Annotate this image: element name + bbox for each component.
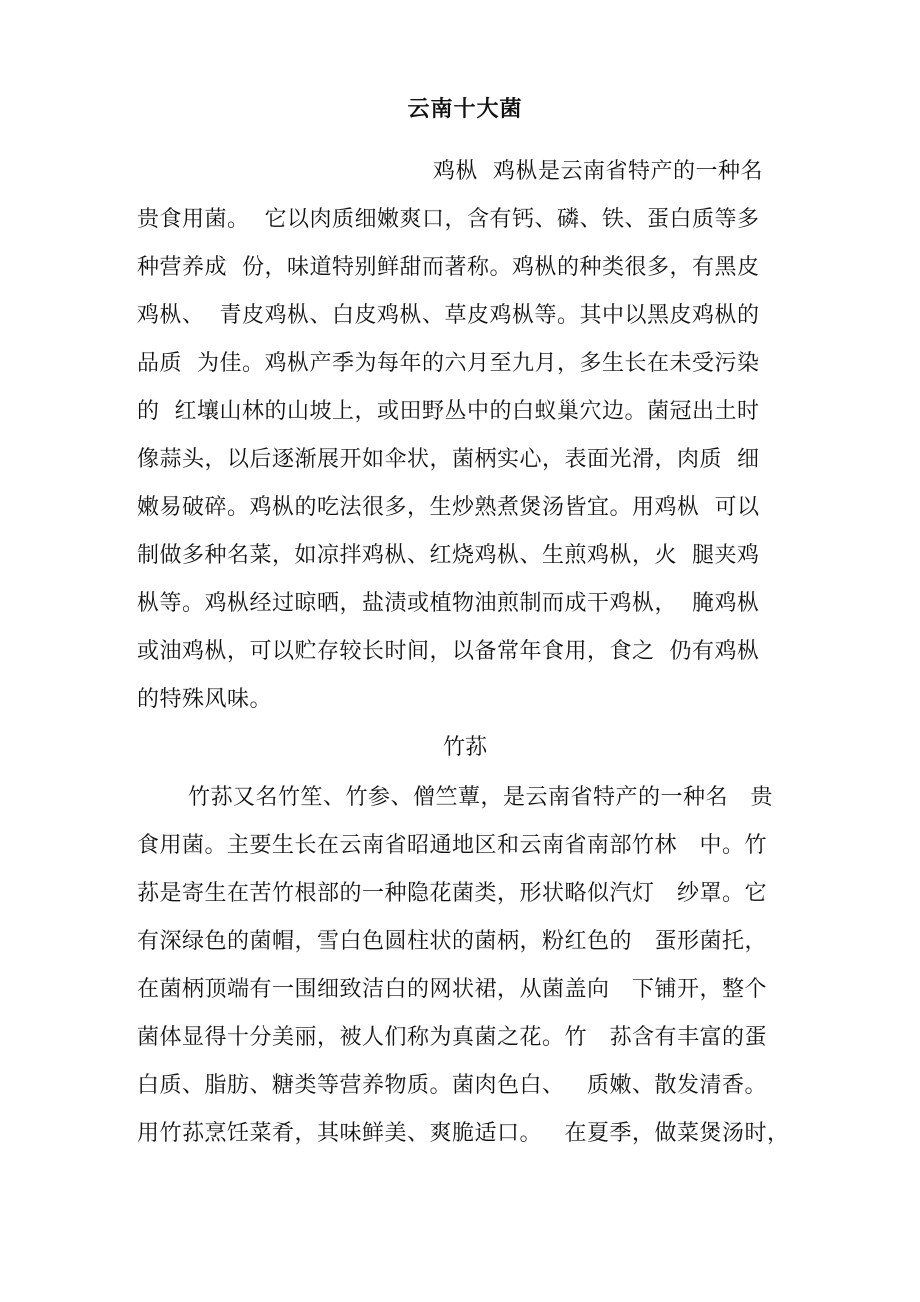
paragraph-line: 竹荪又名竹笙、竹参、僧竺蕈，是云南省特产的一种名 贵 [188, 785, 773, 810]
paragraph-line: 贵食用菌。 它以肉质细嫩爽口，含有钙、磷、铁、蛋白质等多 [137, 207, 760, 232]
paragraph-line: 鸡枞 鸡枞是云南省特产的一种名 [433, 159, 763, 184]
document-title: 云南十大菌 [407, 97, 523, 122]
paragraph-line: 用竹荪烹饪菜肴，其味鲜美、爽脆适口。 在夏季，做菜煲汤时， [137, 1121, 790, 1146]
paragraph-line: 食用菌。主要生长在云南省昭通地区和云南省南部竹林 中。竹 [137, 833, 767, 858]
paragraph-line: 有深绿色的菌帽，雪白色圆柱状的菌柄，粉红色的 蛋形菌托， [137, 929, 767, 954]
paragraph-line: 枞等。鸡枞经过晾晒，盐渍或植物油煎制而成干鸡枞， 腌鸡枞 [137, 591, 760, 616]
paragraph-line: 像蒜头，以后逐渐展开如伞状，菌柄实心，表面光滑，肉质 细 [137, 447, 760, 472]
paragraph-line: 种营养成 份，味道特别鲜甜而著称。鸡枞的种类很多，有黑皮 [137, 255, 760, 280]
paragraph-line: 制做多种名菜，如凉拌鸡枞、红烧鸡枞、生煎鸡枞，火 腿夹鸡 [137, 543, 760, 568]
paragraph-line: 或油鸡枞，可以贮存较长时间，以备常年食用，食之 仍有鸡枞 [137, 639, 760, 664]
paragraph-line: 品质 为佳。鸡枞产季为每年的六月至九月，多生长在未受污染 [137, 351, 760, 376]
paragraph-line: 荪是寄生在苦竹根部的一种隐花菌类，形状略似汽灯 纱罩。它 [137, 881, 767, 906]
paragraph-line: 菌体显得十分美丽，被人们称为真菌之花。竹 荪含有丰富的蛋 [137, 1025, 767, 1050]
paragraph-line: 的 红壤山林的山坡上，或田野丛中的白蚁巢穴边。菌冠出土时 [137, 399, 760, 424]
paragraph-line: 在菌柄顶端有一围细致洁白的网状裙，从菌盖向 下铺开，整个 [137, 977, 767, 1002]
paragraph-line: 嫩易破碎。鸡枞的吃法很多，生炒熟煮煲汤皆宜。用鸡枞 可以 [137, 495, 760, 520]
paragraph-line: 白质、脂肪、糖类等营养物质。菌肉色白、 质嫩、散发清香。 [137, 1073, 767, 1098]
paragraph-line: 鸡枞、 青皮鸡枞、白皮鸡枞、草皮鸡枞等。其中以黑皮鸡枞的 [137, 303, 760, 328]
section-heading: 竹荪 [442, 735, 487, 760]
paragraph-line: 的特殊风味。 [137, 687, 273, 712]
